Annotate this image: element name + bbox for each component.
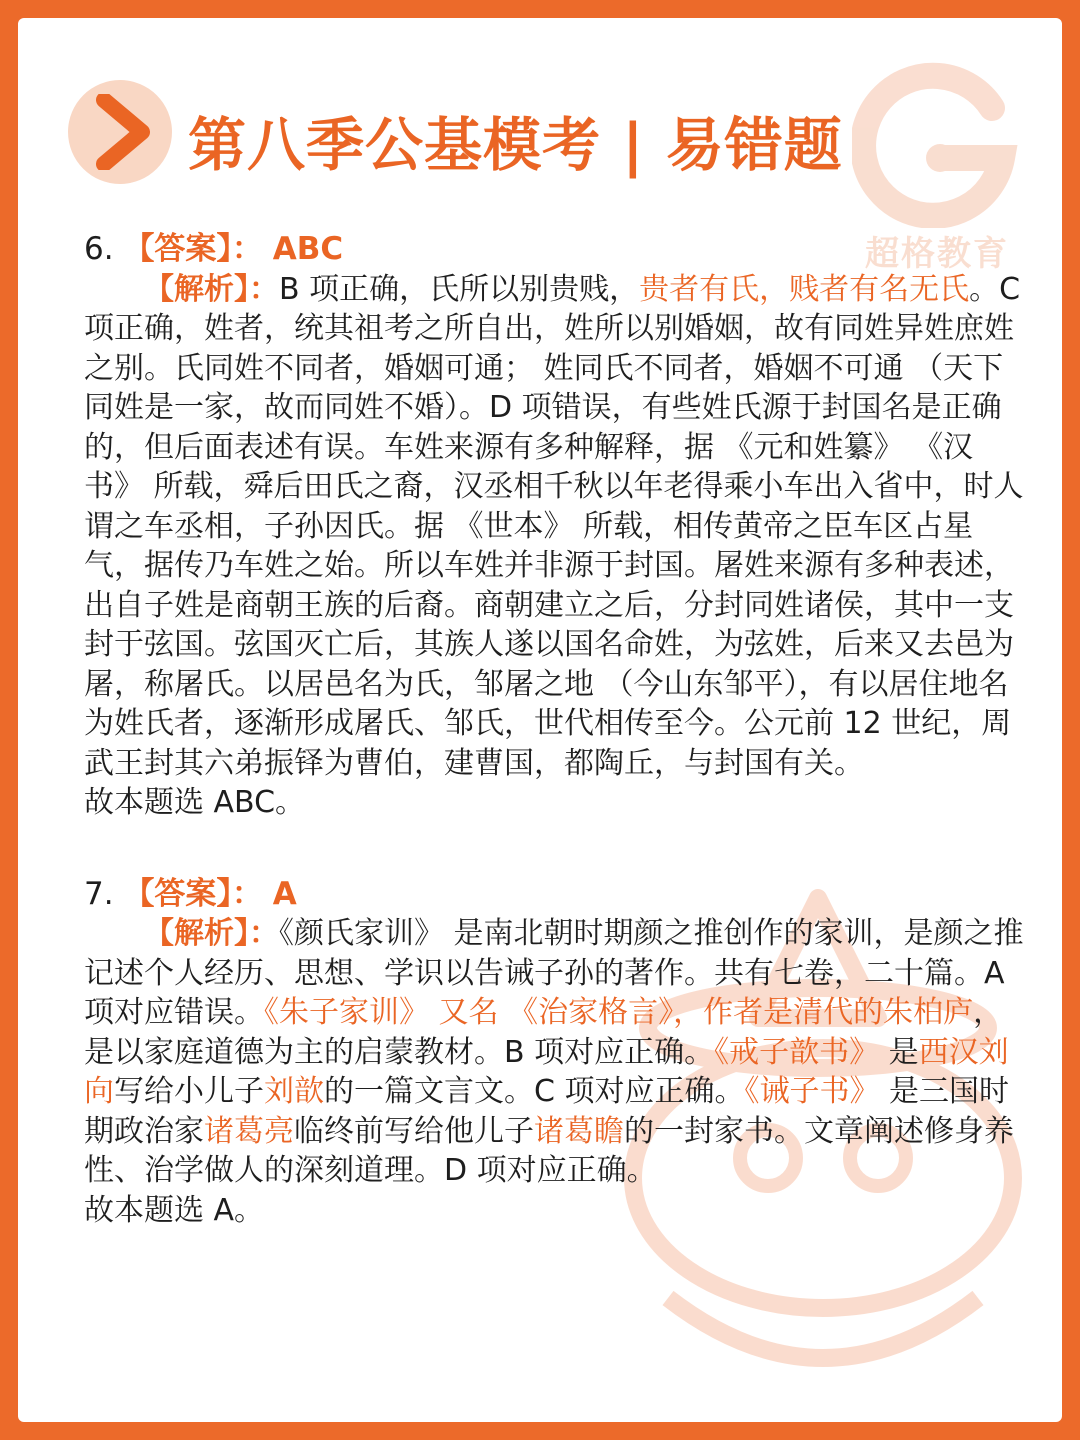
page-card	[18, 18, 1062, 1422]
analysis-text: ，是以家庭道德为主的启蒙教材。B 项对应正确。	[84, 995, 1004, 1070]
question-7-analysis	[84, 914, 1024, 1191]
content-area	[84, 230, 1024, 1230]
highlight-text: 《戒子歆书》	[714, 1034, 880, 1070]
page-title: 第八季公基模考 | 易错题	[188, 111, 843, 179]
highlight-text: 刘歆	[264, 1074, 324, 1109]
analysis-text: 。C 项正确，姓者，统其祖考之所自出，姓所以别婚姻，故有同姓异姓庶姓之别。氏同姓不同者，婚姻可通； 姓同氏不同者，婚姻不可通 （天下同姓是一家，故而同姓不婚）。D 项错误，有些姓氏源于封国名是正确的，但后面表述有误。车姓来源有多种解释，据 《元和姓纂》 《汉书》 所载，舜后田氏之裔，汉丞相千秋以年老得乘小车出入省中，时人谓之车丞相，子孙因氏。据 《世本》 所载，相传黄帝之臣车区占星气，据传乃车姓之始。所以车姓并非源于封国。屠姓来源有多种表述，出自子姓是商朝王族的后裔。商朝建立之后，分封同姓诸侯，其中一支封于弦国。弦国灭亡后，其族人遂以国名命姓，为弦姓，后来又去邑为屠，称屠氏。以居邑名为氏，邹屠之地 （今山东邹平），有以居住地名为姓氏者，逐渐形成屠氏、邹氏，世代相传至今。公元前 12 世纪，周武王封其六弟振铎为曹伯，建曹国，都陶丘，与封国有关。	[84, 271, 1024, 781]
question-6-conclusion: 故本题选 ABC。	[84, 785, 306, 820]
highlight-text: 《朱子家训》 又名 《治家格言》，作者是清代的朱柏庐	[264, 995, 974, 1030]
brand-logo-text: 超格教育	[865, 234, 1009, 274]
arrow-badge	[68, 80, 172, 184]
question-6-header	[84, 230, 1024, 270]
highlight-text: 诸葛瞻	[534, 1113, 624, 1149]
chevron-right-icon	[90, 94, 154, 170]
question-7-conclusion: 故本题选 A。	[84, 1192, 265, 1228]
question-number: 6.	[84, 231, 114, 267]
analysis-label: 【解析】：	[144, 271, 279, 307]
analysis-text: B 项正确，氏所以别贵贱，	[279, 271, 640, 307]
question-7-header	[84, 875, 1024, 915]
answer-label: 【答案】：	[123, 231, 263, 267]
analysis-text: 是三国时期政治家	[84, 1074, 1010, 1149]
analysis-text: 临终前写给他儿子	[294, 1113, 534, 1149]
answer-label: 【答案】：	[123, 875, 263, 912]
analysis-text: 写给小儿子	[114, 1074, 264, 1109]
answer-value: A	[272, 875, 297, 912]
highlight-text: 贵者有氏，贱者有名无氏	[639, 271, 970, 307]
answer-value: ABC	[272, 231, 344, 267]
highlight-text: 西汉刘向	[84, 1034, 1009, 1109]
analysis-text: 《颜氏家训》 是南北朝时期颜之推创作的家训，是颜之推记述个人经历、思想、学识以告诫子孙的著作。共有七卷，二十篇。A 项对应错误。	[84, 916, 1024, 1030]
analysis-label: 【解析】：	[144, 916, 279, 951]
g-logo-icon	[852, 58, 1022, 228]
question-6-analysis	[84, 270, 1024, 784]
analysis-text: 的一篇文言文。C 项对应正确。	[324, 1074, 745, 1109]
highlight-text: 《诫子书》	[744, 1074, 880, 1109]
highlight-text: 诸葛亮	[204, 1113, 294, 1149]
analysis-text: 的一封家书。文章阐述修身养性、治学做人的深刻道理。D 项对应正确。	[84, 1113, 1014, 1188]
analysis-text: 是	[879, 1034, 919, 1070]
question-number: 7.	[84, 875, 114, 912]
